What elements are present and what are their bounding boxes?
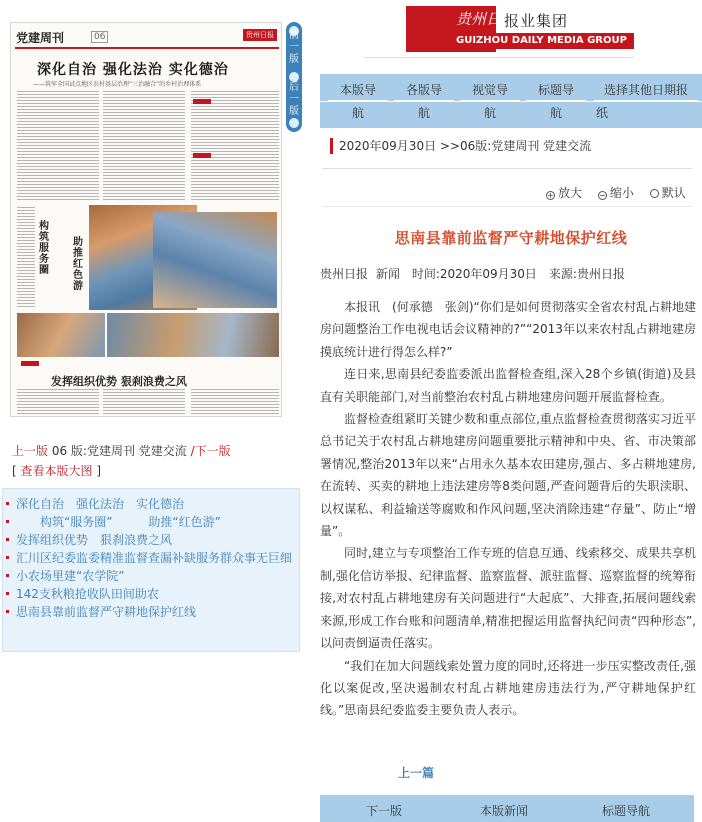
tab-dot xyxy=(289,72,299,82)
circle-icon xyxy=(650,189,659,198)
view-big-image-link[interactable]: 查看本版大图 xyxy=(20,464,93,478)
thumb-photo xyxy=(107,313,279,357)
thumb-section-title: 党建周刊 xyxy=(16,31,65,45)
article-meta: 贵州日报 新闻 时间:2020年09月30日 来源:贵州日报 xyxy=(320,267,625,281)
main-menu xyxy=(320,74,702,128)
thumb-headline: 深化自治 强化法治 实化德治 xyxy=(37,62,229,78)
bottom-nav-bar xyxy=(320,795,694,822)
title-nav-link[interactable]: 标题导航 xyxy=(602,804,651,818)
thumb-photo xyxy=(17,313,105,357)
next-page-link-bottom[interactable]: 下一版 xyxy=(366,804,403,818)
article-paragraph: 监督检查组紧盯关键少数和重点部位,重点监督检查贯彻落实习近平总书记关于农村乱占耕地建房问题重要批示精神和中央、省、市决策部署情况,整治2013年以来“占用永久基本农田建房,强占、多占耕地建房,在流转、买卖的耕地上违法建房等8类问题,严查问题背后的失职渎职、以权谋私、利益输送等腐败和作风问题,坚决消除违建“存量”、防止“增量”。 xyxy=(320,412,696,539)
divider xyxy=(322,206,692,207)
article-paragraph: “我们在加大问题线索处置力度的同时,还将进一步压实整改责任,强化以案促改,坚决遏制农村乱占耕地建房违法行为,严守耕地保护红线。”思南县纪委监委主要负责人表示。 xyxy=(320,658,696,718)
minus-icon: − xyxy=(598,191,606,200)
logo-text-top: 贵报 xyxy=(414,12,450,33)
menu-title-nav[interactable]: 标题导 航 xyxy=(526,78,586,125)
bracket-open: [ xyxy=(12,464,17,478)
list-item[interactable]: 汇川区纪委监委精准监督查漏补缺服务群众事无巨细 xyxy=(3,549,299,567)
zoom-default-button[interactable]: 默认 xyxy=(650,184,686,201)
article-title: 思南县靠前监督严守耕地保护红线 xyxy=(394,229,628,247)
thumb-text-column xyxy=(191,389,279,415)
logo-english: GUIZHOU DAILY MEDIA GROUP xyxy=(456,35,627,46)
next-page-link[interactable]: /下一版 xyxy=(190,444,231,458)
zoom-in-button[interactable]: + 放大 xyxy=(547,186,583,200)
media-group-logo[interactable] xyxy=(364,0,634,58)
thumb-photo xyxy=(153,212,277,308)
thumb-red-rule xyxy=(15,47,279,49)
article-body xyxy=(320,296,696,722)
prev-article-link[interactable]: 上一篇 xyxy=(398,766,435,780)
list-item[interactable]: 发挥组织优势 狠刹浪费之风 xyxy=(3,531,299,549)
page-switch-tabs xyxy=(286,22,302,132)
current-page-label: 06 版:党建周刊 党建交流 xyxy=(51,444,187,458)
breadcrumb[interactable]: 2020年09月30日 >>06版:党建周刊 党建交流 xyxy=(330,138,591,154)
tab-dot xyxy=(289,118,299,128)
article-paragraph: 本报讯 (何承德 张剑)“你们是如何贯彻落实全省农村乱占耕地建房问题整治工作电视电话会议精神的?”“2013年以来农村乱占耕地建房摸底统计进行得怎么样?” xyxy=(320,300,696,359)
logo-text-bottom: 传媒 xyxy=(414,34,450,55)
prev-page-link[interactable]: 上一版 xyxy=(12,444,49,458)
menu-visual-nav[interactable]: 视觉导 航 xyxy=(460,78,520,125)
list-item[interactable]: 构筑“服务圈” 助推“红色游” xyxy=(3,513,299,531)
thumb-bottom-title: 发挥组织优势 狠刹浪费之风 xyxy=(51,375,187,388)
list-item[interactable]: 思南县靠前监督严守耕地保护红线 xyxy=(3,603,299,621)
thumb-vertical-title: 构筑服务圈 xyxy=(39,221,49,276)
next-page-tab[interactable]: 后一版 xyxy=(289,82,299,117)
page-news-link[interactable]: 本版新闻 xyxy=(480,804,529,818)
left-column xyxy=(0,0,302,822)
page-nav-links xyxy=(12,442,231,459)
thumb-header xyxy=(11,23,281,63)
thumb-vertical-title: 助推红色游 xyxy=(73,237,83,292)
plus-icon: + xyxy=(547,191,554,200)
list-item[interactable]: 142支秋粮抢收队田间助农 xyxy=(3,585,299,603)
menu-all-pages-nav[interactable]: 各版导 航 xyxy=(394,78,454,125)
thumb-text-column xyxy=(17,389,99,415)
menu-other-date[interactable]: 选择其他日期报 纸 xyxy=(594,78,698,125)
zoom-out-button[interactable]: − 缩小 xyxy=(598,186,634,200)
thumb-text-column xyxy=(17,91,99,201)
list-item[interactable]: 小农场里建“农学院” xyxy=(3,567,299,585)
thumb-text-column xyxy=(103,389,185,415)
thumb-logo: 贵州日报 xyxy=(243,29,277,41)
thumb-red-tag xyxy=(193,99,211,104)
thumb-text-column xyxy=(103,91,185,201)
view-big-image xyxy=(12,462,101,479)
newspaper-page-thumbnail[interactable] xyxy=(10,22,282,417)
article-paragraph: 同时,建立与专项整治工作专班的信息互通、线索移交、成果共享机制,强化信访举报、纪律监督、监察监督、派驻监督、巡察监督的统筹衔接,对农村乱占耕地建房有关问题进行“大起底”、大排查,拓展问题线索来源,形成工作台账和问题清单,精准把握运用监督执纪问责“四种形态”,以问责倒逼责任落实。 xyxy=(320,546,696,651)
thumb-red-tag xyxy=(193,153,211,158)
menu-page-nav[interactable]: 本版导 航 xyxy=(328,78,388,125)
thumb-text-column xyxy=(191,91,279,201)
prev-page-tab[interactable]: 前一版 xyxy=(289,30,299,65)
article-title-list xyxy=(2,488,300,652)
thumb-subheadline: ——筑牢全国试点地区农村基层治理“三治融合”的乡村治理体系 xyxy=(33,81,202,88)
logo-group-name: 报业集团 xyxy=(504,12,569,30)
right-column xyxy=(302,0,702,822)
font-zoom-controls xyxy=(546,184,698,201)
logo-script: 贵州日报 xyxy=(456,10,517,28)
bracket-close: ] xyxy=(96,464,102,478)
thumb-page-number: 06 xyxy=(91,31,108,43)
article-paragraph: 连日来,思南县纪委监委派出监督检查组,深入28个乡镇(街道)及县直有关职能部门,对当前整治农村乱占耕地建房问题开展监督检查。 xyxy=(320,367,696,404)
divider xyxy=(322,168,692,169)
list-item[interactable]: 深化自治 强化法治 实化德治 xyxy=(3,495,299,513)
thumb-red-tag xyxy=(21,361,39,366)
thumb-text-column xyxy=(17,207,35,307)
